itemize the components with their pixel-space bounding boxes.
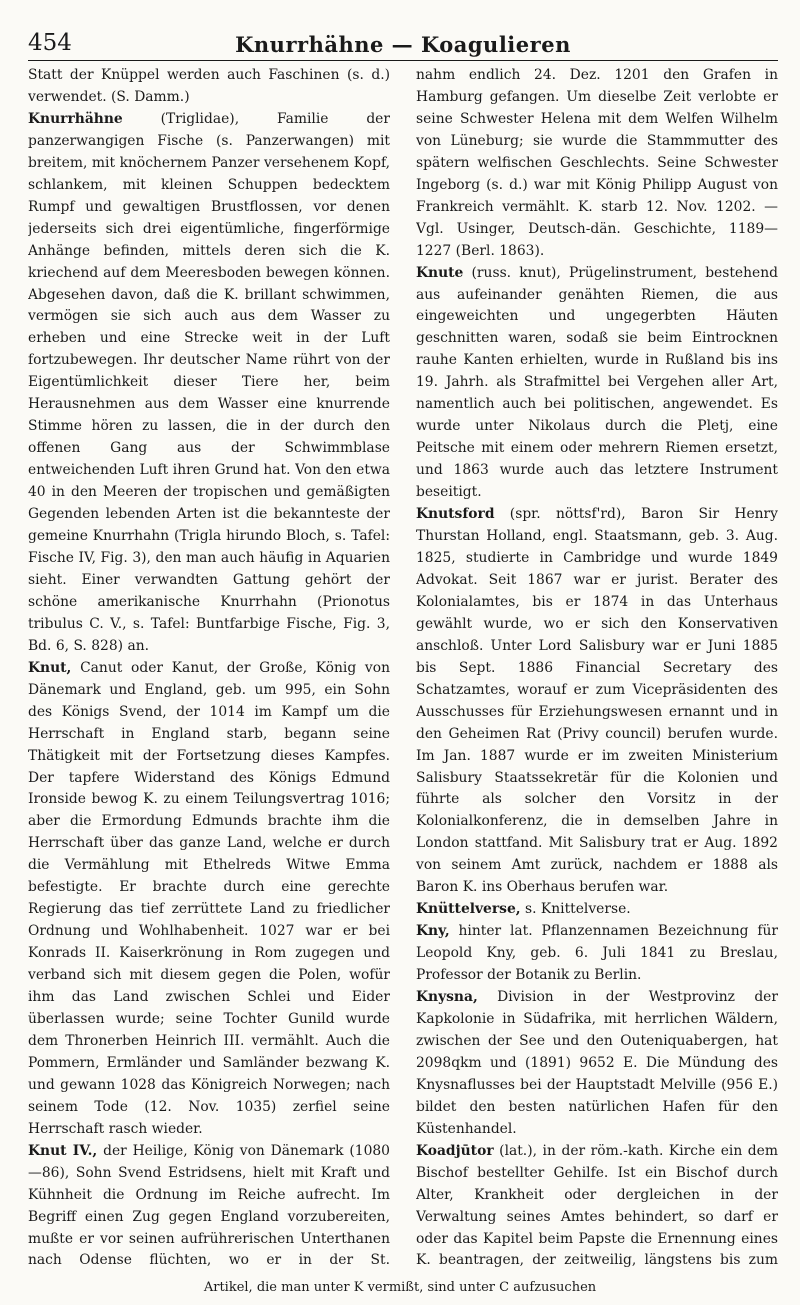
left-column bbox=[28, 65, 390, 1275]
entry-text: der Heilige, König von Dänemark (1080—86), Sohn Svend Estridsens, hielt mit Kraft und Kühnheit die Ordnung im Reiche aufrecht. Im Begriff einen Zug gegen England vorzubereiten, mußte er vor seinen aufrührerischen Unterthanen nach Odense flüchten, wo er in der St. bbox=[28, 1142, 390, 1269]
entry-headword: Knurrhähne bbox=[28, 110, 123, 127]
entry-text: (Triglidae), Familie der panzerwangigen Fische (s. Panzerwangen) mit breitem, mit knöchernem Panzer versehenem Kopf, schlankem, mit kleinen Schuppen bedecktem Rumpf und gewaltigen Brustflossen, vor denen jederseits sich drei eigentümliche, fingerförmige Anhänge befinden, mittels deren sich die K. kriechend auf dem Meeresboden bewegen können. Abgesehen davon, daß die K. brillant schwimmen, vermögen sie sich auch aus dem Wasser zu erheben und eine Strecke weit in der Luft fortzubewegen. Ihr deutscher Name rührt von der Eigentümlichkeit dieser Tiere her, beim Herausnehmen aus dem Wasser eine knurrende Stimme hören zu lassen, die in der durch den offenen Gang aus der Schwimmblase entweichenden Luft ihren Grund hat. Von den etwa 40 in den Meeren der tropischen und gemäßigten Gegenden lebenden Arten ist die bekannteste der gemeine Knurrhahn (Trigla hirundo Bloch, s. Tafel: Fische IV, Fig. 3), den man auch häufig in Aquarien sieht. Einer verwandten Gattung gehört der schöne amerikanische Knurrhahn (Prionotus tribulus C. V., s. Tafel: Buntfarbige Fische, Fig. 3, Bd. 6, S. 828) an. bbox=[28, 110, 390, 654]
dictionary-entry bbox=[416, 65, 778, 263]
entry-headword: Knute bbox=[416, 264, 464, 281]
page-number: 454 bbox=[28, 30, 72, 56]
entry-text: Canut oder Kanut, der Große, König von Dänemark und England, geb. um 995, ein Sohn des Königs Svend, der 1014 im Kampf um die Herrschaft in England starb, begann seine Thätigkeit mit der Fortsetzung dieses Kampfes. Der tapfere Widerstand des Königs Edmund Ironside bewog K. zu einem Teilungsvertrag 1016; aber die Ermordung Edmunds brachte ihm die Herrschaft über das ganze Land, welche er durch die Vermählung mit Ethelreds Witwe Emma befestigte. Er brachte durch eine gerechte Regierung das tief zerrüttete Land zu friedlicher Ordnung und Wohlhabenheit. 1027 war er bei Konrads II. Kaiserkrönung in Rom zugegen und verband sich mit diesem gegen die Polen, wofür ihm das Land zwischen Schlei und Eider überlassen wurde; seine Tochter Gunild wurde dem Thronerben Heinrich III. vermählt. Auch die Pommern, Ermländer und Samländer bezwang K. und gewann 1028 das Königreich Norwegen; nach seinem Tode (12. Nov. 1035) zerfiel seine Herrschaft rasch wieder. bbox=[28, 659, 390, 1137]
entry-text: Division in der Westprovinz der Kapkolonie in Südafrika, mit herrlichen Wäldern, zwischen der See und den Outeniquabergen, hat 2098qkm und (1891) 9652 E. Die Mündung des Knysnaflusses bei der Hauptstadt Melville (956 E.) bildet den besten natürlichen Hafen für den Küstenhandel. bbox=[416, 989, 778, 1137]
dictionary-entry bbox=[416, 987, 778, 1141]
entry-headword: Knüttelverse, bbox=[416, 901, 521, 918]
right-column bbox=[416, 65, 778, 1275]
dictionary-entry bbox=[416, 263, 778, 504]
entry-headword: Knysna, bbox=[416, 989, 478, 1006]
dictionary-entry bbox=[416, 921, 778, 987]
text-columns bbox=[28, 65, 778, 1275]
entry-text: (lat.), in der röm.-kath. Kirche ein dem Bischof bestellter Gehilfe. Ist ein Bischof durch Alter, Krankheit oder dergleichen in der Verwaltung seines Amtes behindert, so darf er oder das Kapitel beim Papste die Ernennung eines K. beantragen, der zeitweilig, längstens bis zum bbox=[416, 1142, 778, 1269]
dictionary-entry bbox=[28, 658, 390, 1141]
entry-headword: Knut IV., bbox=[28, 1142, 98, 1159]
entry-headword: Kny, bbox=[416, 923, 450, 940]
entry-headword: Knutsford bbox=[416, 506, 495, 523]
dictionary-entry bbox=[416, 504, 778, 899]
entry-text: hinter lat. Pflanzennamen Bezeichnung für Leopold Kny, geb. 6. Juli 1841 zu Breslau, Professor der Botanik zu Berlin. bbox=[416, 923, 778, 984]
entry-text: nahm endlich 24. Dez. 1201 den Grafen in Hamburg gefangen. Um dieselbe Zeit verlobte er seine Schwester Helena mit dem Welfen Wilhelm von Lüneburg; sie wurde die Stammmutter des spätern welfischen Geschlechts. Seine Schwester Ingeborg (s. d.) war mit König Philipp August von Frankreich vermählt. K. starb 12. Nov. 1202. — Vgl. Usinger, Deutsch-dän. Geschichte, 1189—1227 (Berl. 1863). bbox=[416, 67, 778, 259]
running-title: Knurrhähne — Koagulieren bbox=[235, 32, 571, 57]
entry-headword: Koadjūtor bbox=[416, 1142, 494, 1159]
entry-text: (russ. knut), Prügelinstrument, bestehend aus aufeinander genähten Riemen, die aus eingeweichten und ungegerbten Häuten geschnitten waren, sodaß sie beim Eintrocknen rauhe Kanten erhielten, wurde in Rußland bis ins 19. Jahrh. als Strafmittel bei Vergehen aller Art, namentlich auch bei politischen, angewendet. Es wurde unter Nikolaus durch die Pletj, eine Peitsche mit einem oder mehrern Riemen ersetzt, und 1863 wurde auch das letztere Instrument beseitigt. bbox=[416, 264, 778, 501]
entry-headword: Knut, bbox=[28, 659, 72, 676]
dictionary-entry bbox=[416, 899, 778, 921]
page-header bbox=[28, 20, 778, 61]
entry-text: s. Knittelverse. bbox=[520, 901, 631, 918]
dictionary-entry bbox=[28, 109, 390, 658]
dictionary-entry bbox=[28, 65, 390, 109]
entry-text: Statt der Knüppel werden auch Faschinen (s. d.) verwendet. (S. Damm.) bbox=[28, 67, 390, 105]
dictionary-entry bbox=[416, 1141, 778, 1275]
entry-text: (spr. nöttsf'rd), Baron Sir Henry Thurstan Holland, engl. Staatsmann, geb. 3. Aug. 1825, studierte in Cambridge und wurde 1849 Advokat. Seit 1867 war er jurist. Berater des Kolonialamtes, bis er 1874 in das Unterhaus gewählt wurde, wo er sich den Konservativen anschloß. Unter Lord Salisbury war er Juni 1885 bis Sept. 1886 Financial Secretary des Schatzamtes, worauf er zum Vicepräsidenten des Ausschusses für Erziehungswesen ernannt und in den Geheimen Rat (Privy council) berufen wurde. Im Jan. 1887 wurde er im zweiten Ministerium Salisbury Staatssekretär für die Kolonien und führte als solcher den Vorsitz in der Kolonialkonferenz, die in demselben Jahre in London stattfand. Mit Salisbury trat er Aug. 1892 von seinem Amt zurück, nachdem er 1888 als Baron K. ins Oberhaus berufen war. bbox=[416, 506, 778, 896]
dictionary-entry bbox=[28, 1141, 390, 1275]
page-footer-note: Artikel, die man unter K vermißt, sind unter C aufzusuchen bbox=[203, 1280, 597, 1295]
